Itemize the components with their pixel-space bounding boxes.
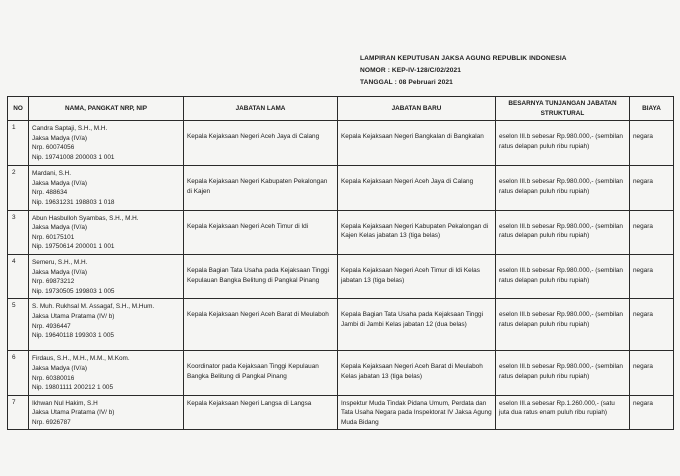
nama-nrp: Nrp. 69873212: [32, 278, 75, 286]
row-jabatan-baru: [338, 299, 496, 351]
jabatan-lama-text: Kepala Kejaksaan Negeri Aceh Barat di Meulaboh: [187, 311, 329, 319]
row-jabatan-baru: [338, 395, 496, 430]
row-jabatan-lama: [184, 351, 338, 395]
row-jabatan-lama: [184, 254, 338, 298]
jabatan-baru-text: Kepala Bagian Tata Usaha pada Kejaksaan Tinggi Jambi di Jambi Kelas jabatan 12 (dua belas): [341, 311, 483, 328]
nama-name: Mardani, S.H.: [32, 170, 72, 178]
tunjangan-text: eselon III.a sebesar Rp.1.260.000,- (satu juta dua ratus enam puluh ribu rupiah): [499, 399, 615, 417]
row-biaya: [630, 351, 674, 395]
row-tunjangan: [496, 351, 630, 395]
row-nama: [29, 299, 184, 351]
row-jabatan-lama: [184, 299, 338, 351]
row-jabatan-lama: [184, 210, 338, 254]
row-tunjangan: [496, 121, 630, 166]
table-row: [8, 210, 674, 254]
row-no: 4: [8, 254, 29, 298]
row-tunjangan: [496, 166, 630, 210]
row-jabatan-lama: [184, 395, 338, 430]
personnel-table: [7, 96, 674, 430]
nama-rank: Jaksa Madya (IV/a): [32, 224, 88, 232]
nama-nrp: Nrp. 60074056: [32, 144, 75, 152]
row-no: 6: [8, 351, 29, 395]
row-tunjangan: [496, 210, 630, 254]
jabatan-baru-text: Kepala Kejaksaan Negeri Aceh Jaya di Calang: [341, 178, 474, 186]
row-biaya: [630, 121, 674, 166]
row-biaya: [630, 395, 674, 430]
document-header: [360, 53, 567, 89]
row-nama: [29, 121, 184, 166]
row-jabatan-baru: [338, 210, 496, 254]
jabatan-baru-text: Kepala Kejaksaan Negeri Bangkalan di Bangkalan: [341, 133, 484, 141]
nama-nrp: Nrp. 60175101: [32, 233, 75, 241]
nama-name: Firdaus, S.H., M.H., M.M., M.Kom.: [32, 355, 130, 363]
row-nama: [29, 351, 184, 395]
nama-nrp: Nrp. 60380016: [32, 374, 75, 382]
header-number: NOMOR : KEP-IV-128/C/02/2021: [360, 67, 462, 74]
row-tunjangan: [496, 395, 630, 430]
table-row: [8, 351, 674, 395]
table-row: [8, 121, 674, 166]
biaya-text: negara: [633, 399, 653, 407]
row-jabatan-baru: [338, 166, 496, 210]
nama-rank: Jaksa Utama Pratama (IV/ b): [32, 409, 115, 417]
header-biaya: BIAYA: [630, 97, 674, 121]
row-nama: [29, 210, 184, 254]
nama-rank: Jaksa Madya (IV/a): [32, 179, 88, 187]
row-biaya: [630, 299, 674, 351]
nama-nrp: Nrp. 6926787: [32, 418, 71, 426]
nama-name: Abun Hasbulloh Syambas, S.H., M.H.: [32, 214, 139, 222]
header-title: LAMPIRAN KEPUTUSAN JAKSA AGUNG REPUBLIK INDONESIA: [360, 55, 567, 62]
tunjangan-text: eselon III.b sebesar Rp.980.000,- (sembilan ratus delapan puluh ribu rupiah): [499, 222, 623, 240]
row-tunjangan: [496, 254, 630, 298]
nama-nip: Nip. 19801111 200212 1 005: [32, 384, 114, 392]
biaya-text: negara: [633, 363, 653, 371]
biaya-text: negara: [633, 133, 653, 141]
table-header-row: [8, 97, 674, 121]
row-nama: [29, 395, 184, 430]
row-jabatan-lama: [184, 166, 338, 210]
nama-rank: Jaksa Madya (IV/a): [32, 364, 88, 372]
jabatan-baru-text: Inspektur Muda Tindak Pidana Umum, Perdata dan Tata Usaha Negara pada Inspektorat IV Jaksa Agung Muda Bidang: [341, 399, 492, 426]
jabatan-baru-text: Kepala Kejaksaan Negeri Aceh Timur di Idi Kelas jabatan 13 (tiga belas): [341, 266, 480, 284]
biaya-text: negara: [633, 266, 653, 274]
nama-rank: Jaksa Utama Pratama (IV/ b): [32, 312, 115, 320]
biaya-text: negara: [633, 178, 653, 186]
jabatan-baru-text: Kepala Kejaksaan Negeri Kabupaten Pekalongan di Kajen Kelas jabatan 13 (tiga belas): [341, 222, 489, 240]
row-no: 1: [8, 121, 29, 166]
jabatan-baru-text: Kepala Kejaksaan Negeri Aceh Barat di Meulaboh Kelas jabatan 13 (tiga belas): [341, 363, 483, 380]
header-date: TANGGAL : 08 Pebruari 2021: [360, 79, 453, 86]
tunjangan-text: eselon III.b sebesar Rp.980.000,- (sembilan ratus delapan puluh ribu rupiah): [499, 266, 623, 284]
jabatan-lama-text: Kepala Kejaksaan Negeri Langsa di Langsa: [187, 399, 312, 407]
nama-nip: Nip. 19640118 199303 1 005: [32, 332, 114, 340]
nama-name: S. Muh. Rukhsal M. Assagaf, S.H., M.Hum.: [32, 303, 155, 311]
table-row: [8, 254, 674, 298]
row-jabatan-lama: [184, 121, 338, 166]
nama-rank: Jaksa Madya (IV/a): [32, 268, 88, 276]
header-no: NO: [8, 97, 29, 121]
row-jabatan-baru: [338, 351, 496, 395]
jabatan-lama-text: Kepala Bagian Tata Usaha pada Kejaksaan Tinggi Kepulauan Bangka Belitung di Pangkal Pinang: [187, 266, 329, 284]
row-biaya: [630, 210, 674, 254]
row-nama: [29, 254, 184, 298]
row-biaya: [630, 166, 674, 210]
header-jabatan-baru: JABATAN BARU: [338, 97, 496, 121]
nama-nip: Nip. 19750614 200001 1 001: [32, 243, 115, 251]
nama-name: Semeru, S.H., M.H.: [32, 258, 88, 266]
nama-name: Ikhwan Nul Hakim, S.H: [32, 399, 98, 407]
table-row: [8, 395, 674, 430]
nama-nrp: Nrp. 4936447: [32, 322, 71, 330]
table-row: [8, 299, 674, 351]
header-nama: NAMA, PANGKAT NRP, NIP: [29, 97, 184, 121]
row-no: 3: [8, 210, 29, 254]
tunjangan-text: eselon III.b sebesar Rp.980.000,- (sembilan ratus delapan puluh ribu rupiah): [499, 178, 623, 195]
nama-nip: Nip. 19730505 199803 1 005: [32, 287, 115, 295]
row-no: 2: [8, 166, 29, 210]
table-row: [8, 166, 674, 210]
tunjangan-text: eselon III.b sebesar Rp.980.000,- (sembilan ratus delapan puluh ribu rupiah): [499, 311, 623, 328]
jabatan-lama-text: Kepala Kejaksaan Negeri Aceh Timur di Idi: [187, 222, 309, 230]
nama-name: Candra Saptaji, S.H., M.H.: [32, 125, 108, 133]
header-tunjangan: BESARNYA TUNJANGAN JABATAN STRUKTURAL: [496, 97, 630, 121]
nama-nip: Nip. 19741008 200003 1 001: [32, 153, 115, 161]
row-jabatan-baru: [338, 254, 496, 298]
row-biaya: [630, 254, 674, 298]
row-no: 5: [8, 299, 29, 351]
tunjangan-text: eselon III.b sebesar Rp.980.000,- (sembilan ratus delapan puluh ribu rupiah): [499, 363, 623, 380]
header-jabatan-lama: JABATAN LAMA: [184, 97, 338, 121]
row-jabatan-baru: [338, 121, 496, 166]
row-tunjangan: [496, 299, 630, 351]
row-nama: [29, 166, 184, 210]
nama-nip: Nip. 19631231 198803 1 018: [32, 198, 115, 206]
tunjangan-text: eselon III.b sebesar Rp.980.000,- (sembilan ratus delapan puluh ribu rupiah): [499, 133, 623, 150]
jabatan-lama-text: Koordinator pada Kejaksaan Tinggi Kepulauan Bangka Belitung di Pangkal Pinang: [187, 363, 319, 380]
biaya-text: negara: [633, 222, 653, 230]
nama-rank: Jaksa Madya (IV/a): [32, 134, 88, 142]
jabatan-lama-text: Kepala Kejaksaan Negeri Aceh Jaya di Calang: [187, 133, 320, 141]
jabatan-lama-text: Kepala Kejaksaan Negeri Kabupaten Pekalongan di Kajen: [187, 178, 328, 195]
biaya-text: negara: [633, 311, 653, 319]
row-no: 7: [8, 395, 29, 430]
nama-nrp: Nrp. 488634: [32, 189, 68, 197]
